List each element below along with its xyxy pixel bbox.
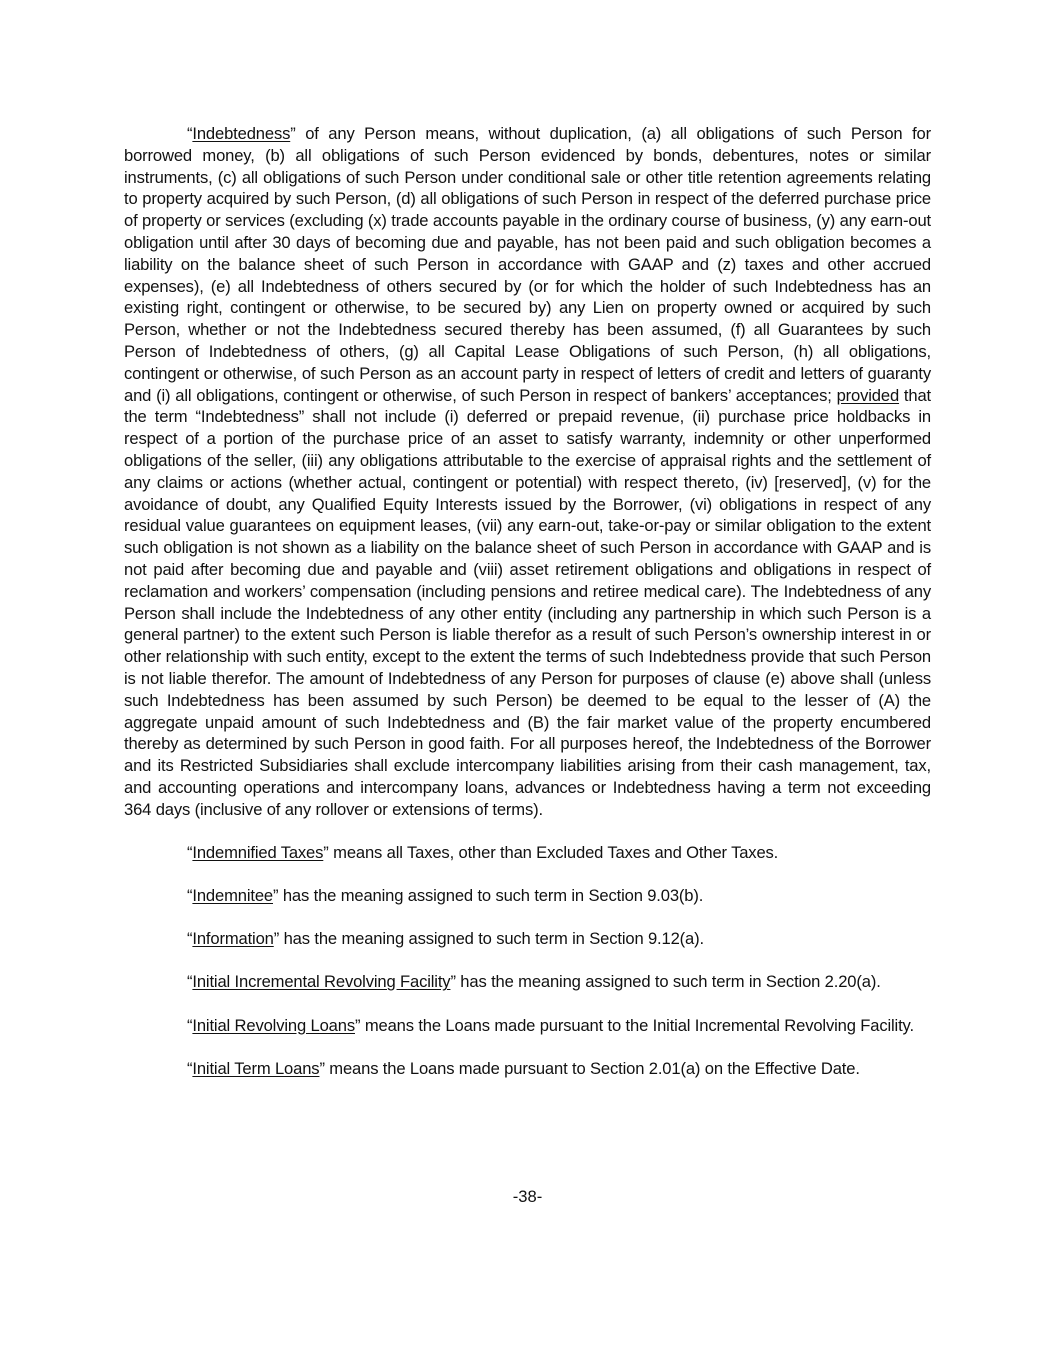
proviso-term: provided xyxy=(836,385,900,405)
definition-text-continued: that the term “Indebtedness” shall not include (i) deferred or prepaid revenue, (ii) purchase price holdbacks in respect of a portion of the purchase price of an asset to satisfy warranty, indemnity or other unperformed obligations of the seller, (iii) any obligations attributable to the exercise of appraisal rights and the settlement of any claims or actions (whether actual, contingent or potential) with respect thereto, (iv) [reserved], (v) for the avoidance of doubt, any Qualified Equity Interests issued by the Borrower, (vi) obligations in respect of any residual value guarantees on equipment leases, (vii) any earn-out, take-or-pay or similar obligation to the extent such obligation is not shown as a liability on the balance sheet of such Person in accordance with GAAP and is not paid after becoming due and payable and (viii) asset retirement obligations and obligations in respect of reclamation and workers’ compensation (including pensions and retiree medical care). The Indebtedness of any Person shall include the Indebtedness of any other entity (including any partnership in which such Person is a general partner) to the extent such Person is liable therefor as a result of such Person’s ownership interest in or other relationship with such entity, except to the extent the terms of such Indebtedness provide that such Person is not liable therefor. The amount of Indebtedness of any Person for purposes of clause (e) above shall (unless such Indebtedness has been assumed by such Person) be deemed to be equal to the lesser of (A) the aggregate unpaid amount of such Indebtedness and (B) the fair market value of the property encumbered thereby as determined by such Person in good faith. For all purposes hereof, the Indebtedness of the Borrower and its Restricted Subsidiaries shall exclude intercompany liabilities arising from their cash management, tax, and accounting operations and intercompany loans, advances or Indebtedness having a term not exceeding 364 days (inclusive of any rollover or extensions of terms). xyxy=(124,385,931,819)
definition-text: has the meaning assigned to such term in Section 2.20(a). xyxy=(455,972,881,992)
definition-indebtedness xyxy=(124,123,931,821)
close-quote: ” xyxy=(354,1015,361,1035)
definition-initial-incremental-revolving-facility xyxy=(124,971,931,993)
close-quote: ” xyxy=(319,1058,325,1078)
close-quote: ” xyxy=(290,124,296,143)
close-quote: ” xyxy=(323,842,329,862)
defined-term: Initial Incremental Revolving Facility xyxy=(192,972,451,992)
definition-indemnified-taxes xyxy=(124,842,931,864)
open-quote: “ xyxy=(187,972,193,992)
close-quote: ” xyxy=(273,929,280,949)
defined-term: Indemnitee xyxy=(192,886,273,906)
open-quote: “ xyxy=(187,1015,193,1035)
defined-term: Indemnified Taxes xyxy=(192,842,324,862)
definition-text: has the meaning assigned to such term in Section 9.03(b). xyxy=(278,886,704,906)
open-quote: “ xyxy=(187,842,193,862)
close-quote: ” xyxy=(273,886,279,906)
definition-initial-revolving-loans xyxy=(124,1015,931,1037)
defined-term: Indebtedness xyxy=(192,124,291,143)
open-quote: “ xyxy=(187,1058,193,1078)
definition-text: has the meaning assigned to such term in Section 9.12(a). xyxy=(279,929,704,949)
defined-term: Initial Revolving Loans xyxy=(192,1015,355,1035)
definition-text: means the Loans made pursuant to Section 2.01(a) on the Effective Date. xyxy=(324,1058,860,1078)
defined-term: Information xyxy=(192,929,274,949)
definitions-body xyxy=(124,123,931,1101)
definition-text: means all Taxes, other than Excluded Taxes and Other Taxes. xyxy=(328,842,779,862)
open-quote: “ xyxy=(187,124,193,143)
open-quote: “ xyxy=(187,886,193,906)
definition-indemnitee xyxy=(124,885,931,907)
page-number: -38- xyxy=(512,1187,543,1206)
definition-text: means the Loans made pursuant to the Initial Incremental Revolving Facility. xyxy=(360,1015,914,1035)
close-quote: ” xyxy=(450,972,456,992)
definition-text: of any Person means, without duplication, (a) all obligations of such Person for borrowed money, (b) all obligations of such Person evidenced by bonds, debentures, notes or similar instruments, (c) all obligations of such Person under conditional sale or other title retention agreements relating to property acquired by such Person, (d) all obligations of such Person in respect of the deferred purchase price of property or services (excluding (x) trade accounts payable in the ordinary course of business, (y) any earn-out obligation until after 30 days of becoming due and payable, has not been paid and such obligation becomes a liability on the balance sheet of such Person in accordance with GAAP and (z) taxes and other accrued expenses), (e) all Indebtedness of others secured by (or for which the holder of such Indebtedness has an existing right, contingent or otherwise, to be secured by) any Lien on property owned or acquired by such Person, whether or not the Indebtedness secured thereby has been assumed, (f) all Guarantees by such Person of Indebtedness of others, (g) all Capital Lease Obligations of such Person, (h) all obligations, contingent or otherwise, of such Person as an account party in respect of letters of credit and letters of guaranty and (i) all obligations, contingent or otherwise, of such Person in respect of bankers’ acceptances; xyxy=(124,124,931,405)
defined-term: Initial Term Loans xyxy=(192,1058,320,1078)
open-quote: “ xyxy=(187,929,193,949)
definition-information xyxy=(124,928,931,950)
definition-initial-term-loans xyxy=(124,1058,931,1080)
